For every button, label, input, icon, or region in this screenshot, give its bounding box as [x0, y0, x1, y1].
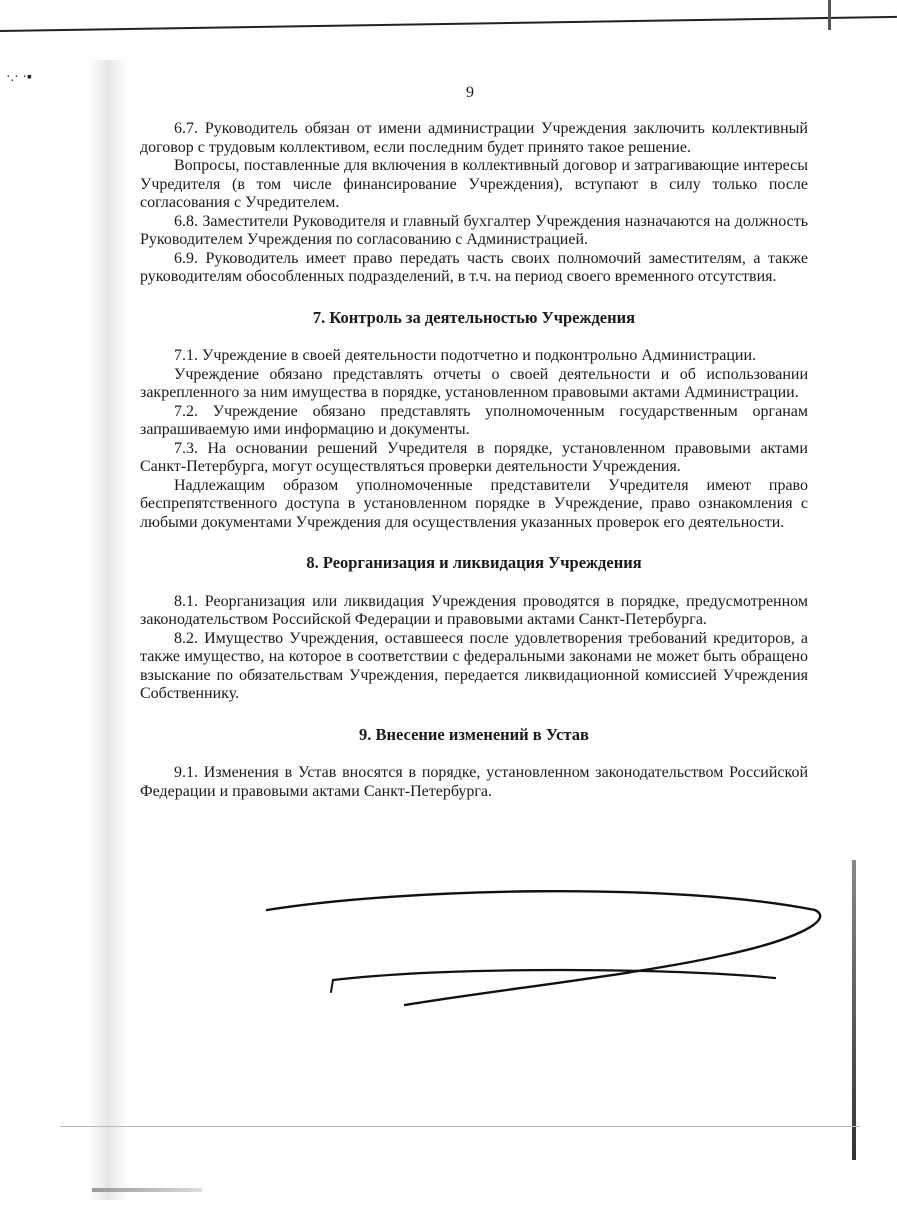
paragraph-8-2: 8.2. Имущество Учреждения, оставшееся после удовлетворения требований кредиторов, а также имущество, на которое в соответствии с федеральными законами не может быть обращено взыскание по обязательствам Учреждения, передается ликвидационной комиссией Учреждения Собственнику. — [140, 629, 808, 702]
scan-smudge — [92, 1188, 202, 1192]
scan-specks: ·.· ·▪ — [6, 70, 32, 85]
paragraph-6-7-questions: Вопросы, поставленные для включения в коллективный договор и затрагивающие интересы Учредителя (в том числе финансирование Учреждения), вступают в силу только после согласования с Учредителем. — [140, 157, 808, 211]
paragraph-6-8: 6.8. Заместители Руководителя и главный бухгалтер Учреждения назначаются на должность Руководителем Учреждения по согласованию с Администрацией. — [140, 212, 808, 248]
paragraph-7-3-access: Надлежащим образом уполномоченные представители Учредителя имеют право беспрепятственного доступа в установленном порядке в Учреждение, право ознакомления с любыми документами Учреждения для осуществления указанных проверок его деятельности. — [140, 476, 808, 531]
scan-binding-shadow — [88, 60, 128, 1200]
scan-border-line — [0, 16, 897, 32]
paragraph-7-2: 7.2. Учреждение обязано представлять уполномоченным государственным органам запрашиваемую ими информацию и документы. — [140, 402, 808, 438]
signature-stroke — [267, 891, 820, 1005]
paragraph-7-1-reports: Учреждение обязано представлять отчеты о своей деятельности и об использовании закрепленного за ним имущества в порядке, установленном правовыми актами Администрации. — [140, 365, 808, 401]
paragraph-8-1: 8.1. Реорганизация или ликвидация Учреждения проводятся в порядке, предусмотренном законодательством Российской Федерации и правовыми актами Санкт-Петербурга. — [140, 592, 808, 628]
paragraph-6-9: 6.9. Руководитель имеет право передать часть своих полномочий заместителям, а также руководителям обособленных подразделений, в т.ч. на период своего временного отсутствия. — [140, 249, 808, 285]
section-9-heading: 9. Внесение изменений в Устав — [359, 724, 589, 744]
scan-bottom-line — [60, 1126, 860, 1127]
page-number: 9 — [466, 84, 474, 101]
paragraph-7-3: 7.3. На основании решений Учредителя в порядке, установленном правовыми актами Санкт-Петербурга, могут осуществляться проверки деятельности Учреждения. — [140, 439, 808, 475]
scan-edge-mark — [852, 860, 856, 1160]
paragraph-6-7: 6.7. Руководитель обязан от имени администрации Учреждения заключить коллективный договор с трудовым коллективом, если последним будет принято такое решение. — [140, 120, 808, 156]
signature-stroke — [333, 970, 775, 980]
section-8-heading: 8. Реорганизация и ликвидация Учреждения — [306, 553, 642, 572]
signature-stroke — [331, 980, 333, 992]
document-body — [140, 120, 808, 801]
paragraph-7-1: 7.1. Учреждение в своей деятельности подотчетно и подконтрольно Администрации. — [174, 347, 757, 364]
scan-edge-mark — [828, 0, 831, 30]
handwritten-signature — [255, 880, 835, 1010]
section-7-heading: 7. Контроль за деятельностью Учреждения — [312, 307, 636, 327]
paragraph-9-1: 9.1. Изменения в Устав вносятся в порядке, установленном законодательством Российской Федерации и правовыми актами Санкт-Петербурга. — [140, 764, 808, 800]
